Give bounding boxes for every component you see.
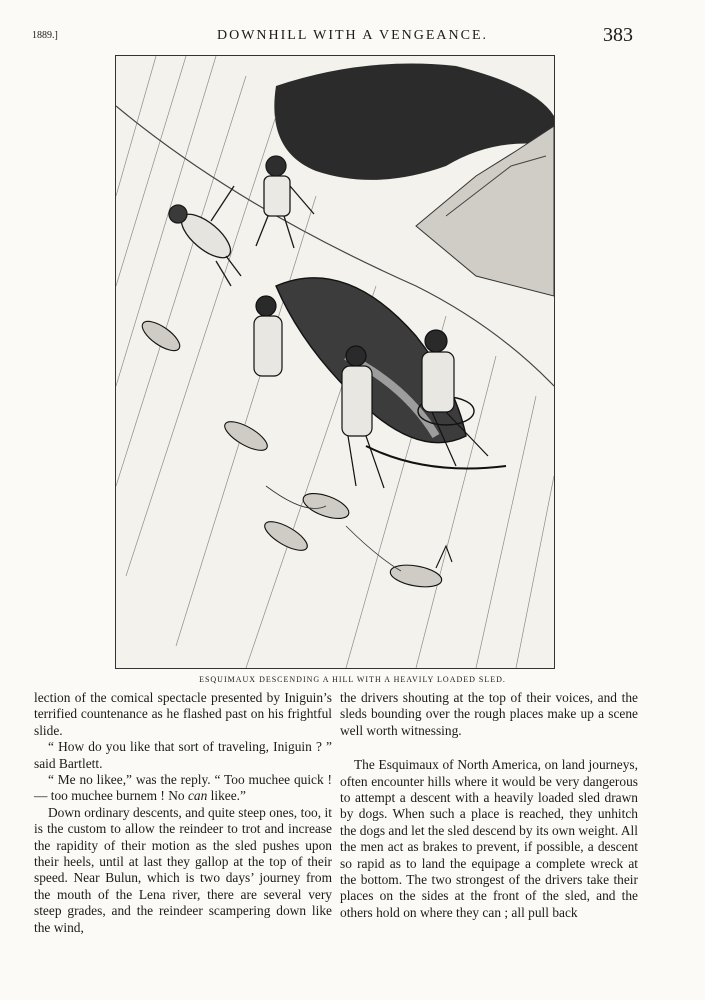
left-text-column <box>34 690 332 936</box>
paragraph: Down ordinary descents, and quite steep ones, too, it is the custom to allow the reindeer to trot and increase the rapidity of their motion as the sled pushes upon their heels, until at last they gallop at the top of their speed. Near Bulun, which is two days’ journey from the mouth of the Lena river, there are several very steep grades, and the reindeer scampering down like the wind, <box>34 804 332 935</box>
running-title: DOWNHILL WITH A VENGEANCE. <box>216 28 489 43</box>
paragraph <box>34 772 332 805</box>
loaded-sled <box>276 278 506 469</box>
header-year: 1889.] <box>32 30 58 41</box>
page-header <box>0 22 705 52</box>
page-number: 383 <box>603 24 633 46</box>
paragraph: The Esquimaux of North America, on land journeys, often encounter hills where it would be very dangerous to attempt a descent with a heavily loaded sled drawn by dogs. When such a place is reached, they unhitch the dogs and let the sled descend by its own weight. All the men act as brakes to prevent, if possible, a descent so rapid as to land the equipage a complete wreck at the bottom. The two strongest of the drivers take their places on the sides at the front of the sled, and the others hold on where they can ; all pull back <box>340 757 638 920</box>
quote-text: “ Me no likee,” was the reply. “ Too muchee quick ! — too muchee burnem ! No <box>34 772 332 804</box>
paragraph: the drivers shouting at the top of their voices, and the sleds bounding over the rough places make up a scene well worth witnessing. <box>340 690 638 738</box>
engraving-drawing <box>116 56 554 668</box>
paragraph: lection of the comical spectacle presented by Iniguin’s terrified countenance as he flashed past on his frightful slide. <box>34 690 332 738</box>
paragraph: “ How do you like that sort of traveling, Iniguin ? ” said Bartlett. <box>34 739 332 771</box>
engraving-illustration <box>115 55 555 669</box>
standing-figure <box>256 156 314 248</box>
emphasized-word: can <box>187 788 208 804</box>
fallen-figure <box>169 186 241 286</box>
quote-text-end: likee.” <box>207 788 246 804</box>
right-text-column <box>340 690 638 921</box>
illustration-caption: ESQUIMAUX DESCENDING A HILL WITH A HEAVILY LOADED SLED. <box>199 675 506 684</box>
